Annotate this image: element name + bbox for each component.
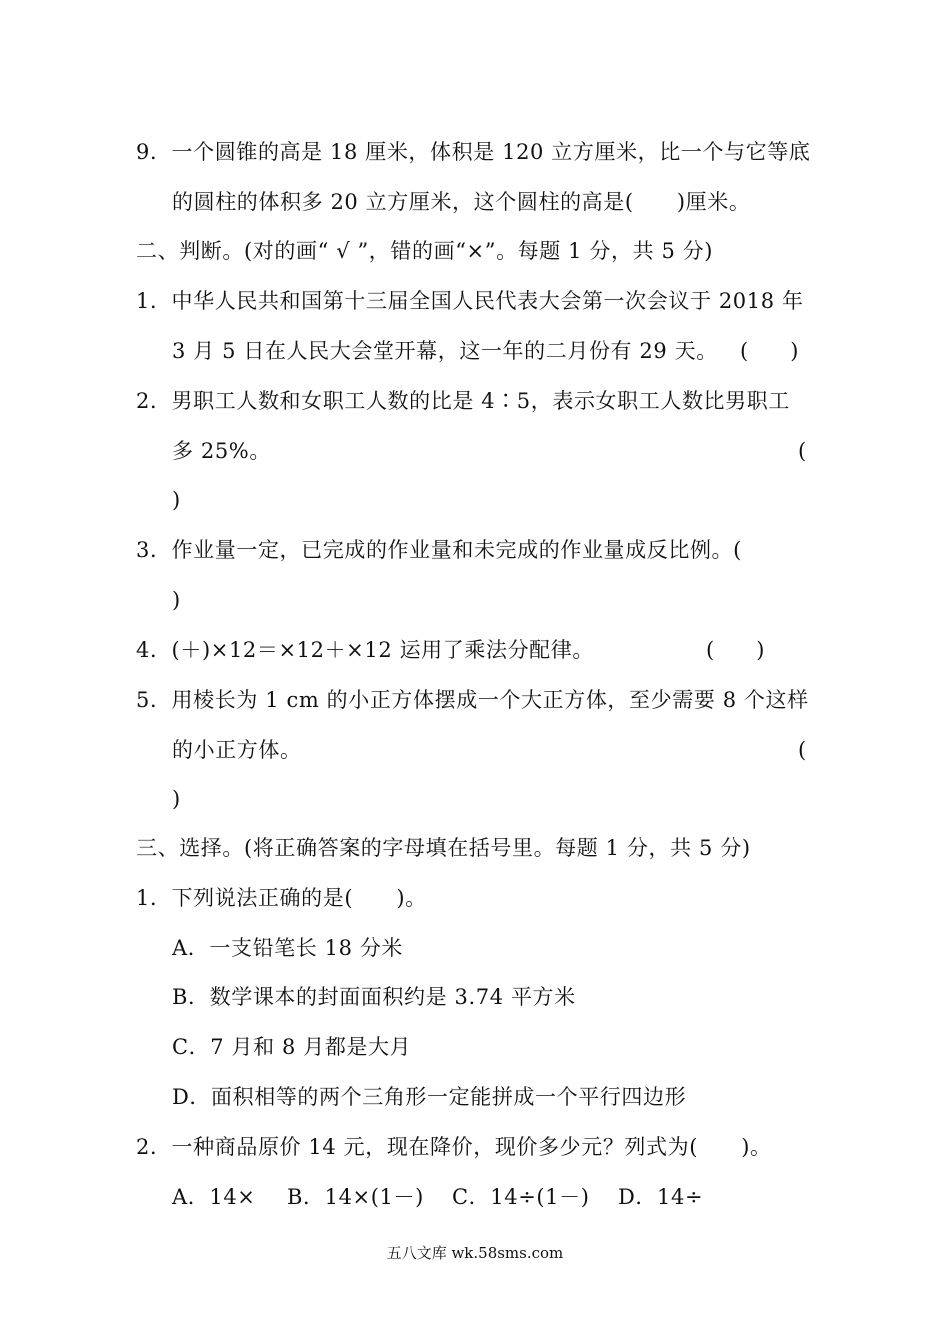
section3-title: 三、选择。(将正确答案的字母填在括号里。每题 1 分，共 5 分) <box>136 836 751 860</box>
q9-line1: 9．一个圆锥的高是 18 厘米，体积是 120 立方厘米，比一个与它等底 <box>136 140 811 164</box>
s3-q2-option-b[interactable]: B．14×(1－) <box>287 1185 424 1209</box>
s2-item5-bracket-close: ) <box>172 787 181 811</box>
s2-item3-line1: 3．作业量一定，已完成的作业量和未完成的作业量成反比例。( <box>136 538 742 562</box>
footer-watermark: 五八文库 wk.58sms.com <box>386 1244 564 1262</box>
s3-q2-option-c[interactable]: C．14÷(1－) <box>452 1185 590 1209</box>
s2-item4-line1: 4．(＋)×12＝×12＋×12 运用了乘法分配律。 <box>136 638 594 662</box>
q9-line2: 的圆柱的体积多 20 立方厘米，这个圆柱的高是( )厘米。 <box>172 190 751 214</box>
s2-item4-answer-bracket[interactable]: ( ) <box>706 638 765 662</box>
s3-q1-option-b[interactable]: B．数学课本的封面面积约是 3.74 平方米 <box>172 985 576 1009</box>
s3-q1-stem: 1．下列说法正确的是( )。 <box>136 886 427 910</box>
s2-item5-line2: 的小正方体。 <box>172 738 302 762</box>
s3-q1-option-d[interactable]: D．面积相等的两个三角形一定能拼成一个平行四边形 <box>172 1085 687 1109</box>
s3-q2-stem: 2．一种商品原价 14 元，现在降价，现价多少元？列式为( )。 <box>136 1135 772 1159</box>
s2-item1-answer-bracket[interactable]: ( ) <box>740 339 799 363</box>
s3-q2-option-a[interactable]: A．14× <box>172 1185 256 1209</box>
s2-item5-bracket-open[interactable]: ( <box>798 738 807 762</box>
s2-item2-line2: 多 25%。 <box>172 439 271 463</box>
s2-item1-line1: 1．中华人民共和国第十三届全国人民代表大会第一次会议于 2018 年 <box>136 289 804 313</box>
s2-item2-bracket-close: ) <box>172 488 181 512</box>
s3-q2-option-d[interactable]: D．14÷ <box>618 1185 704 1209</box>
section2-title: 二、判断。(对的画“ √ ”，错的画“×”。每题 1 分，共 5 分) <box>136 239 714 263</box>
s2-item5-line1: 5．用棱长为 1 cm 的小正方体摆成一个大正方体，至少需要 8 个这样 <box>136 688 809 712</box>
s2-item3-bracket-close: ) <box>172 588 181 612</box>
s3-q1-option-c[interactable]: C．7 月和 8 月都是大月 <box>172 1035 412 1059</box>
s2-item2-line1: 2．男职工人数和女职工人数的比是 4∶5，表示女职工人数比男职工 <box>136 389 790 413</box>
s3-q1-option-a[interactable]: A．一支铅笔长 18 分米 <box>172 936 404 960</box>
s2-item2-bracket-open[interactable]: ( <box>798 439 807 463</box>
s2-item1-line2: 3 月 5 日在人民大会堂开幕，这一年的二月份有 29 天。 <box>172 339 718 363</box>
